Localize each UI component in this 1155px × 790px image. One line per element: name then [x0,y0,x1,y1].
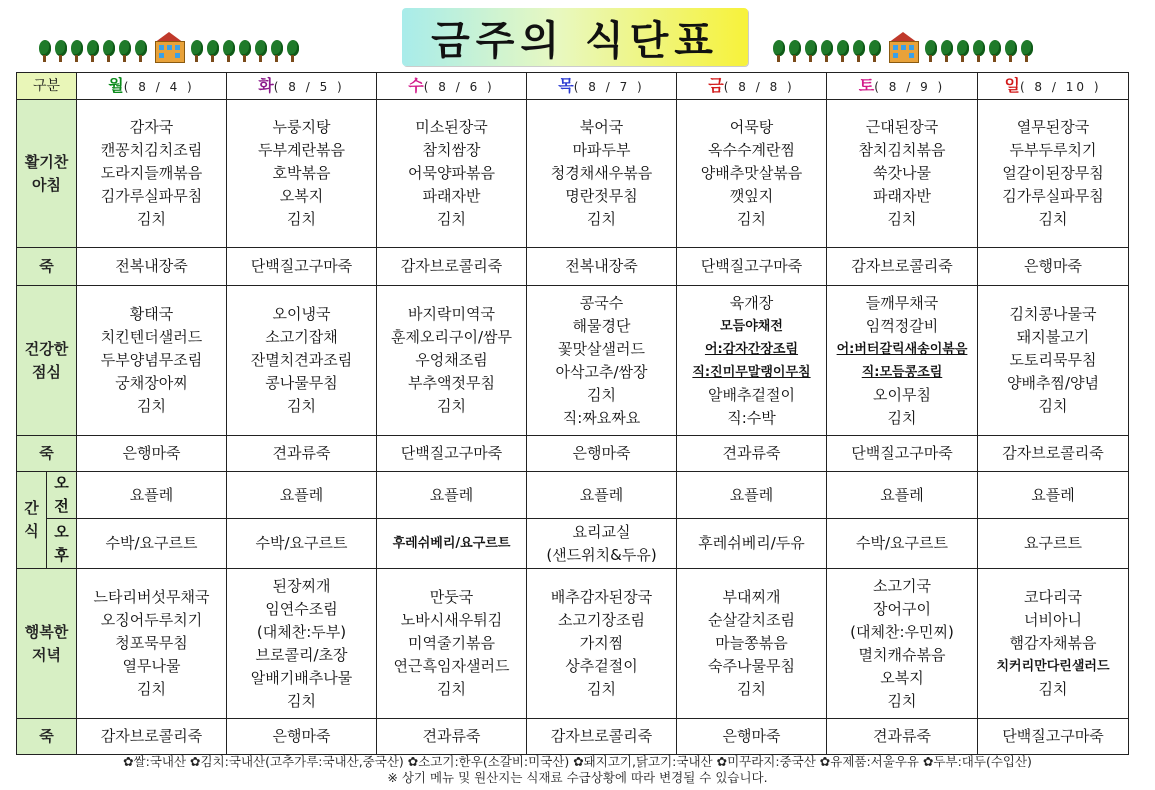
row-label: 건강한 점심 [17,286,77,436]
menu-item: 오복지 [880,668,924,687]
menu-cell [227,719,377,755]
menu-item: 장어구이 [873,599,931,618]
menu-cell [677,569,827,719]
date-label: ( 8 / 7 ) [573,79,645,94]
menu-cell [978,100,1129,248]
menu-cell [827,519,978,569]
tree-icon [820,40,834,62]
menu-cell [77,248,227,286]
menu-item: 알배기배추나물 [250,668,353,687]
change-notice: ※ 상기 메뉴 및 원산지는 식재료 수급상황에 따라 변경될 수 있습니다. [387,770,768,785]
menu-item: 요플레 [579,485,624,504]
menu-item: 감자브로콜리죽 [851,257,953,275]
menu-item: 호박볶음 [272,164,331,182]
day-header [978,73,1129,100]
menu-cell [827,286,978,436]
menu-item: 순살갈치조림 [708,611,795,629]
menu-item: 김가루실파무침 [1002,187,1104,205]
menu-item: 임꺽정갈비 [865,316,939,335]
menu-cell [827,569,978,719]
day-header [77,73,227,100]
menu-item: 김치 [437,210,466,228]
day-header [827,73,978,100]
menu-item: 얼갈이된장무침 [1002,164,1104,182]
tree-icon [190,40,204,62]
menu-item: 어묵양파볶음 [408,164,495,182]
menu-item: 임연수조림 [265,599,338,618]
menu-item: 소고기장조림 [558,611,645,629]
menu-item: 감자브로콜리죽 [100,727,203,745]
tree-icon [270,40,284,62]
tree-icon [924,40,938,62]
meal-row [17,100,1129,248]
menu-item: 된장찌개 [272,576,331,595]
menu-cell [77,569,227,719]
menu-item: 직:짜요짜요 [562,408,641,427]
menu-item: 북어국 [579,118,624,136]
menu-item: 오이무침 [873,385,931,404]
menu-item: 황태국 [129,305,174,323]
menu-item: 수박/요구르트 [255,534,348,552]
menu-item: 청경채새우볶음 [550,164,653,182]
menu-item: 김치 [737,680,766,698]
menu-cell [677,248,827,286]
house-icon [152,32,186,62]
tree-icon [772,40,786,62]
menu-item: 꽃맛살샐러드 [558,339,645,358]
tree-icon [1020,40,1034,62]
menu-cell [978,519,1129,569]
menu-item: 김치 [587,210,616,228]
tree-icon [118,40,132,62]
menu-item: 단백질고구마죽 [700,257,803,275]
day-header [227,73,377,100]
date-label: ( 8 / 10 ) [1019,79,1102,94]
menu-cell [527,519,677,569]
house-icon [886,32,920,62]
menu-item: 수박/요구르트 [105,534,198,552]
menu-item: 상추겉절이 [565,657,638,675]
menu-item: 캔꽁치김치조림 [100,141,203,159]
tree-icon [86,40,100,62]
menu-item: 김치 [587,680,616,698]
menu-item: 깻잎지 [729,187,774,205]
menu-item: 견과류죽 [422,727,481,745]
menu-cell [227,248,377,286]
menu-item: 멸치캐슈볶음 [858,645,946,664]
menu-item: 김치 [137,210,166,228]
menu-cell [978,248,1129,286]
menu-item: 파래자반 [422,187,481,205]
menu-item: 김치 [137,397,166,415]
tree-icon [956,40,970,62]
menu-cell [827,248,978,286]
menu-cell [227,569,377,719]
menu-cell [677,100,827,248]
menu-cell [978,719,1129,755]
row-label: 간 식 [17,472,47,569]
menu-item: 알배추겉절이 [708,385,795,404]
menu-item: 명란젓무침 [565,187,638,205]
menu-item: 브로콜리/초장 [255,645,348,664]
menu-item: 두부두루치기 [1009,141,1097,159]
menu-item: 콩국수 [579,293,624,312]
menu-cell [827,472,978,519]
menu-cell [377,472,527,519]
menu-item: 은행마죽 [722,727,781,745]
menu-item: 부대찌개 [722,588,781,606]
menu-cell [827,436,978,472]
menu-item: 직:모듬콩조림 [861,364,943,380]
menu-item: 요구르트 [1024,534,1082,552]
menu-item: 참치김치볶음 [858,141,946,159]
day-header [377,73,527,100]
menu-item: 요플레 [729,485,774,504]
menu-item: 연근흑임자샐러드 [393,657,510,675]
menu-item: 치커리만다린샐러드 [996,659,1110,674]
menu-item: 미소된장국 [415,118,488,136]
left-decoration [38,38,300,62]
menu-item: 너비아니 [1024,611,1082,629]
menu-item: 배추감자된장국 [550,588,653,606]
menu-item: 은행마죽 [122,444,181,462]
menu-item: 김치 [287,691,316,710]
menu-item: 쑥갓나물 [873,164,931,182]
menu-cell [77,719,227,755]
day-header [677,73,827,100]
snack-pm-row [17,519,1129,569]
menu-cell [527,436,677,472]
menu-item: 김치콩나물국 [1009,305,1097,323]
menu-item: 아삭고추/쌈장 [555,362,648,381]
tree-icon [238,40,252,62]
menu-item: 김가루실파무침 [100,187,203,205]
date-label: ( 8 / 6 ) [423,79,495,94]
menu-item: 어:버터갈릭새송이볶음 [836,341,968,357]
menu-item: 단백질고구마죽 [400,444,503,462]
tree-icon [852,40,866,62]
day-label: 일 [1004,75,1020,95]
tree-icon [868,40,882,62]
menu-cell [978,472,1129,519]
menu-item: 육개장 [729,293,774,312]
menu-cell [377,519,527,569]
menu-item: 마파두부 [572,141,631,159]
menu-cell [377,719,527,755]
menu-item: 요리교실 [572,522,631,541]
row-label: 죽 [17,436,77,472]
menu-item: 김치 [287,397,316,415]
meal-row [17,569,1129,719]
meal-row [17,286,1129,436]
menu-item: 단백질고구마죽 [250,257,353,275]
menu-cell [377,100,527,248]
row-label: 죽 [17,248,77,286]
menu-item: 오징어두루치기 [100,611,203,629]
menu-cell [227,286,377,436]
menu-cell [227,436,377,472]
menu-item: 김치 [287,210,316,228]
snack-am-row [17,472,1129,519]
menu-item: 옥수수계란찜 [708,141,795,159]
tree-icon [804,40,818,62]
menu-cell [77,100,227,248]
menu-item: 훈제오리구이/쌈무 [391,328,512,346]
menu-item: 두부양념무조림 [100,351,203,369]
gubun-header: 구분 [17,73,77,100]
menu-item: 햄감자채볶음 [1009,634,1097,652]
menu-item: 양배추맛살볶음 [700,164,803,182]
menu-cell [527,472,677,519]
date-label: ( 8 / 8 ) [723,79,795,94]
row-label: 오 전 [47,472,77,519]
menu-item: 김치 [437,680,466,698]
menu-item: 양배추찜/양념 [1007,374,1099,392]
menu-item: 궁채장아찌 [115,374,188,392]
menu-item: 소고기잡채 [265,328,338,346]
menu-item: 소고기국 [873,576,931,595]
date-label: ( 8 / 9 ) [874,79,946,94]
menu-item: 노바시새우튀김 [400,611,503,629]
tree-icon [940,40,954,62]
menu-item: 견과류죽 [722,444,781,462]
menu-cell [978,569,1129,719]
menu-cell [377,569,527,719]
menu-cell [377,436,527,472]
menu-item: 김치 [737,210,766,228]
menu-cell [227,472,377,519]
menu-cell [227,100,377,248]
menu-cell [527,248,677,286]
tree-icon [54,40,68,62]
tree-icon [788,40,802,62]
menu-cell [677,519,827,569]
menu-item: 파래자반 [873,187,931,205]
menu-item: 김치 [887,691,917,710]
header [0,0,1155,70]
row-label: 활기찬 아침 [17,100,77,248]
menu-item: 후레쉬베리/두유 [698,534,805,552]
tree-icon [286,40,300,62]
tree-icon [988,40,1002,62]
page-title: 금주의 식단표 [402,8,748,66]
menu-cell [77,436,227,472]
menu-cell [527,569,677,719]
menu-item: 만둣국 [429,588,474,606]
menu-item: 감자브로콜리죽 [550,727,653,745]
meal-row [17,436,1129,472]
menu-item: 근대된장국 [865,118,939,136]
menu-cell [677,472,827,519]
menu-cell [677,286,827,436]
menu-cell [377,286,527,436]
menu-item: 김치 [1038,397,1068,415]
menu-item: 전복내장죽 [115,257,188,275]
menu-cell [527,719,677,755]
menu-cell [978,436,1129,472]
day-label: 목 [558,75,574,95]
day-label: 금 [708,75,724,95]
header-row [17,73,1129,100]
tree-icon [254,40,268,62]
menu-item: 해물경단 [572,316,631,335]
menu-item: (대체찬:우민찌) [850,622,954,641]
menu-item: 수박/요구르트 [856,534,948,552]
menu-item: 직:수박 [727,408,776,427]
menu-item: 누룽지탕 [272,118,331,136]
menu-item: 오이냉국 [272,305,331,323]
menu-item: 들깨무채국 [865,293,939,312]
meal-table [16,72,1129,755]
menu-cell [827,719,978,755]
menu-item: 잔멸치견과조림 [250,351,353,369]
menu-item: 가지찜 [579,634,624,652]
menu-item: (샌드위치&두유) [546,545,657,564]
menu-item: 돼지불고기 [1016,328,1090,346]
menu-item: 요플레 [429,485,474,504]
meal-row [17,248,1129,286]
right-decoration [772,38,1034,62]
date-label: ( 8 / 5 ) [273,79,345,94]
menu-item: 모듬야채전 [720,318,783,334]
menu-item: 김치 [437,397,466,415]
menu-item: 요플레 [880,485,924,504]
menu-item: 어묵탕 [729,118,774,136]
tree-icon [134,40,148,62]
menu-item: 도라지들깨볶음 [100,164,203,182]
menu-item: 감자브로콜리죽 [1002,444,1104,462]
menu-item: 도토리묵무침 [1009,351,1097,369]
tree-icon [70,40,84,62]
menu-cell [377,248,527,286]
menu-item: 치킨텐더샐러드 [100,328,203,346]
menu-item: 요플레 [129,485,174,504]
menu-item: 단백질고구마죽 [851,444,953,462]
menu-item: 바지락미역국 [408,305,495,323]
menu-item: 느타리버섯무채국 [93,588,210,606]
menu-item: 전복내장죽 [565,257,638,275]
menu-item: 견과류죽 [873,727,931,745]
tree-icon [222,40,236,62]
menu-item: 우엉채조림 [415,351,488,369]
menu-item: 콩나물무침 [265,374,338,392]
menu-item: 감자국 [129,118,174,136]
menu-item: 직:진미무말랭이무침 [692,364,811,380]
row-label: 오 후 [47,519,77,569]
menu-cell [77,286,227,436]
menu-item: 열무된장국 [1016,118,1090,136]
menu-cell [827,100,978,248]
menu-item: 코다리국 [1024,588,1082,606]
menu-item: 요플레 [279,485,324,504]
menu-item: 오복지 [279,187,324,205]
menu-item: 김치 [1038,210,1068,228]
menu-item: 김치 [137,680,166,698]
menu-cell [77,472,227,519]
menu-item: 청포묵무침 [115,634,188,652]
menu-item: 김치 [887,210,917,228]
menu-item: 미역줄기볶음 [408,634,495,652]
tree-icon [836,40,850,62]
day-label: 월 [108,75,124,95]
menu-item: 은행마죽 [272,727,331,745]
row-label: 죽 [17,719,77,755]
menu-item: 은행마죽 [572,444,631,462]
meal-row [17,719,1129,755]
menu-item: 두부계란볶음 [258,141,345,159]
menu-item: 김치 [587,385,616,404]
tree-icon [972,40,986,62]
menu-item: 김치 [887,408,917,427]
menu-item: 참치쌈장 [422,141,481,159]
menu-item: 마늘쫑볶음 [715,634,788,652]
menu-cell [77,519,227,569]
day-header [527,73,677,100]
menu-cell [527,286,677,436]
menu-item: 은행마죽 [1024,257,1082,275]
menu-item: 부추액젓무침 [408,374,495,392]
origin-note: ✿쌀:국내산 ✿김치:국내산(고추가루:국내산,중국산) ✿소고기:한우(소갈비:미국산) ✿돼지고기,닭고기:국내산 ✿미꾸라지:중국산 ✿유제품:서울우유 ✿두부:대두(수입산) [123,754,1032,769]
date-label: ( 8 / 4 ) [123,79,195,94]
menu-item: 견과류죽 [272,444,331,462]
day-label: 화 [258,75,274,95]
tree-icon [1004,40,1018,62]
menu-item: 어:감자간장조림 [704,341,799,357]
menu-cell [527,100,677,248]
menu-cell [978,286,1129,436]
menu-cell [677,719,827,755]
menu-item: 단백질고구마죽 [1002,727,1104,745]
row-label: 행복한 저녁 [17,569,77,719]
menu-item: 열무나물 [122,657,181,675]
menu-item: 요플레 [1031,485,1075,504]
menu-item: (대체찬:두부) [256,622,347,641]
menu-item: 김치 [1038,680,1068,698]
menu-cell [677,436,827,472]
tree-icon [206,40,220,62]
menu-cell [227,519,377,569]
day-label: 수 [408,75,424,95]
tree-icon [102,40,116,62]
menu-item: 후레쉬베리/요구르트 [392,536,511,551]
menu-item: 숙주나물무침 [708,657,795,675]
tree-icon [38,40,52,62]
menu-item: 감자브로콜리죽 [400,257,503,275]
day-label: 토 [858,75,875,95]
